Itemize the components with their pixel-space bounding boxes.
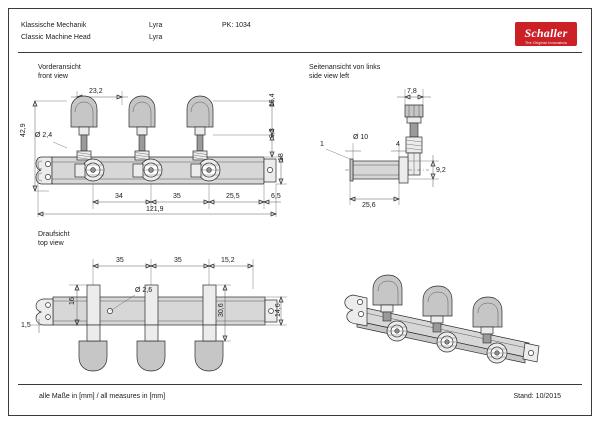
top-view-drawing (31, 259, 287, 371)
side-view-label-de: Seitenansicht von links (309, 64, 381, 71)
top-view-label-de: Draufsicht (38, 231, 70, 238)
model-de: Lyra (149, 22, 163, 29)
dim-front-hole-dia: Ø 2,4 (35, 132, 53, 139)
brand-name: Schaller (524, 26, 568, 40)
dim-side-plate-thk: 1 (320, 141, 324, 148)
dim-front-plate-height: 18 (278, 153, 285, 161)
dim-side-depth: 25,6 (362, 202, 376, 209)
dim-side-post-dia: 4 (396, 141, 400, 148)
model-en: Lyra (149, 34, 163, 41)
front-view-drawing (9, 9, 593, 417)
top-view-label-en: top view (38, 240, 64, 247)
brand-tagline: The Original Innovators (525, 40, 567, 45)
drawing-sheet (8, 8, 592, 416)
pk-number: PK: 1034 (222, 22, 251, 29)
dim-top-post-width: 16 (69, 297, 76, 305)
front-view-label-de: Vorderansicht (38, 64, 81, 71)
dim-top-depth: 30,6 (218, 303, 225, 317)
isometric-view (345, 275, 539, 363)
dim-front-overall-length: 121,9 (146, 206, 164, 213)
dim-front-post-height: 15,4 (269, 93, 276, 107)
side-view-label-en: side view left (309, 73, 350, 80)
title-en: Classic Machine Head (21, 34, 91, 41)
dim-top-spacing-1: 35 (116, 257, 124, 264)
dim-side-button-width: 7,8 (407, 88, 417, 95)
dim-front-end-2: 6,5 (271, 193, 281, 200)
revision-date: Stand: 10/2015 (513, 393, 561, 400)
dim-front-spacing-1: 34 (115, 193, 123, 200)
side-view-drawing (326, 89, 439, 205)
units-note: alle Maße in [mm] / all measures in [mm] (39, 393, 166, 400)
dim-top-plate-thk: 1,5 (21, 322, 31, 329)
dim-top-end: 15,2 (221, 257, 235, 264)
footer-divider (18, 384, 582, 385)
dim-top-screw-hole: Ø 2,6 (135, 287, 153, 294)
front-view-label-en: front view (38, 73, 68, 80)
dim-front-spacing-2: 35 (173, 193, 181, 200)
dim-top-tail: 14,6 (275, 303, 282, 317)
title-de: Klassische Mechanik (21, 22, 87, 29)
dim-top-spacing-2: 35 (174, 257, 182, 264)
dim-front-end-1: 25,5 (226, 193, 240, 200)
dim-side-height: 9,2 (436, 167, 446, 174)
dim-side-shaft-dia: Ø 10 (353, 134, 369, 141)
dim-front-height-total: 42,9 (20, 123, 27, 137)
dim-front-width-head: 23,2 (89, 88, 103, 95)
dim-front-plate-to-post: 9,3 (269, 128, 276, 138)
